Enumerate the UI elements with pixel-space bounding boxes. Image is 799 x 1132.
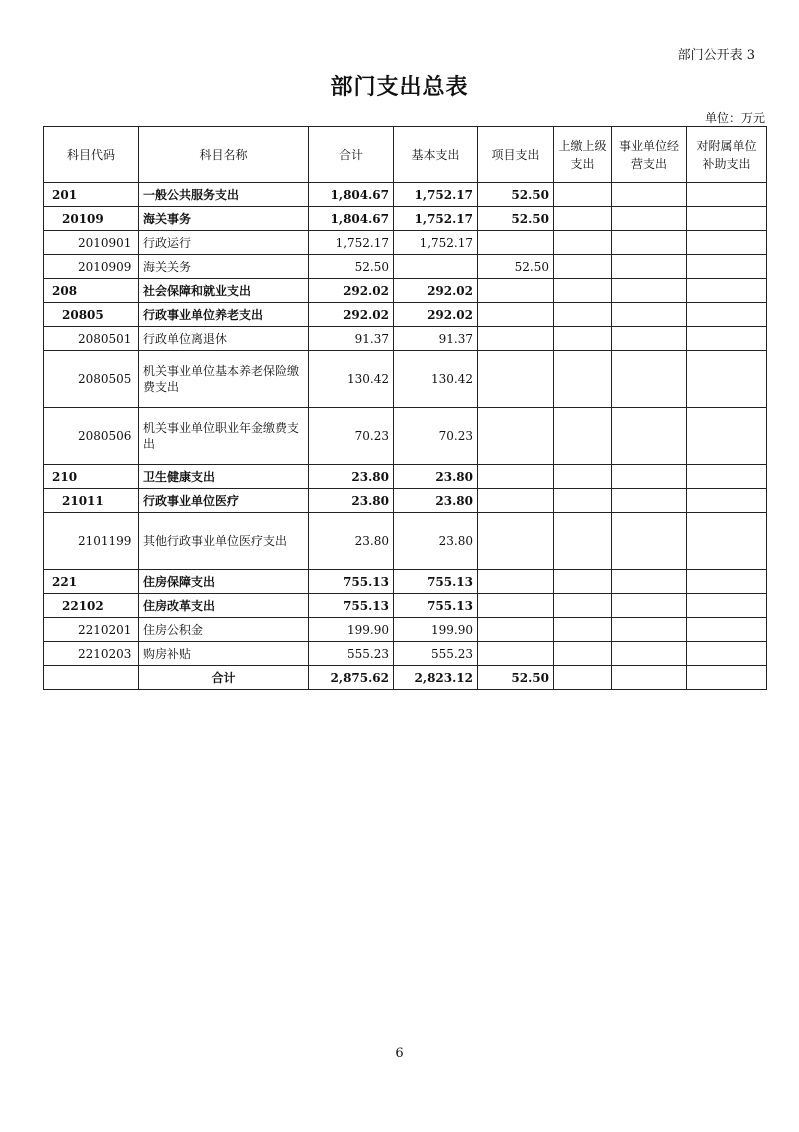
- total-cell: 555.23: [309, 642, 394, 666]
- upper-level-cell: [554, 618, 612, 642]
- basic-expenditure-cell: 292.02: [394, 279, 478, 303]
- total-cell: 1,804.67: [309, 183, 394, 207]
- grand-project-cell: 52.50: [478, 666, 554, 690]
- subsidiary-subsidy-cell: [687, 327, 767, 351]
- subsidiary-subsidy-cell: [687, 408, 767, 465]
- subject-code-cell: 2080505: [44, 351, 139, 408]
- table-row: [44, 303, 767, 327]
- subject-code-cell: 208: [44, 279, 139, 303]
- business-operation-cell: [612, 594, 687, 618]
- business-operation-cell: [612, 327, 687, 351]
- business-operation-cell: [612, 408, 687, 465]
- subsidiary-subsidy-cell: [687, 231, 767, 255]
- business-operation-cell: [612, 255, 687, 279]
- business-operation-cell: [612, 618, 687, 642]
- business-operation-cell: [612, 207, 687, 231]
- project-expenditure-cell: [478, 351, 554, 408]
- basic-expenditure-cell: 23.80: [394, 489, 478, 513]
- upper-level-cell: [554, 255, 612, 279]
- subject-code-cell: 210: [44, 465, 139, 489]
- upper-level-cell: [554, 408, 612, 465]
- total-cell: 23.80: [309, 489, 394, 513]
- business-operation-cell: [612, 465, 687, 489]
- header-cell: 上缴上级支出: [554, 127, 612, 183]
- subsidiary-subsidy-cell: [687, 303, 767, 327]
- business-operation-cell: [612, 570, 687, 594]
- total-row: [44, 666, 767, 690]
- basic-expenditure-cell: 292.02: [394, 303, 478, 327]
- upper-level-cell: [554, 594, 612, 618]
- subject-name-cell: 住房改革支出: [139, 594, 309, 618]
- subsidiary-subsidy-cell: [687, 183, 767, 207]
- business-operation-cell: [612, 183, 687, 207]
- project-expenditure-cell: [478, 618, 554, 642]
- table-row: [44, 642, 767, 666]
- project-expenditure-cell: [478, 327, 554, 351]
- table-header-row: [44, 127, 767, 183]
- table-row: [44, 351, 767, 408]
- table-row: [44, 489, 767, 513]
- subsidiary-subsidy-cell: [687, 207, 767, 231]
- table-body: [44, 183, 767, 690]
- table-row: [44, 279, 767, 303]
- basic-expenditure-cell: 1,752.17: [394, 183, 478, 207]
- business-operation-cell: [612, 231, 687, 255]
- form-number: 部门公开表 3: [677, 48, 755, 63]
- basic-expenditure-cell: 555.23: [394, 642, 478, 666]
- subject-name-cell: 行政事业单位医疗: [139, 489, 309, 513]
- grand-basic-cell: 2,823.12: [394, 666, 478, 690]
- subject-name-cell: 机关事业单位基本养老保险缴费支出: [139, 351, 309, 408]
- subject-name-cell: 机关事业单位职业年金缴费支出: [139, 408, 309, 465]
- subsidiary-subsidy-cell: [687, 279, 767, 303]
- project-expenditure-cell: [478, 408, 554, 465]
- upper-level-cell: [554, 465, 612, 489]
- subject-name-cell: 海关事务: [139, 207, 309, 231]
- subject-code-cell: 20109: [44, 207, 139, 231]
- subject-code-cell: 2080501: [44, 327, 139, 351]
- header-cell: 科目名称: [139, 127, 309, 183]
- total-cell: 292.02: [309, 279, 394, 303]
- grand-total-cell: 2,875.62: [309, 666, 394, 690]
- total-row-label: 合计: [139, 666, 309, 690]
- basic-expenditure-cell: [394, 255, 478, 279]
- grand-subsidiary-subsidy-cell: [687, 666, 767, 690]
- total-cell: 755.13: [309, 594, 394, 618]
- basic-expenditure-cell: 755.13: [394, 594, 478, 618]
- subsidiary-subsidy-cell: [687, 570, 767, 594]
- subject-name-cell: 海关关务: [139, 255, 309, 279]
- table-row: [44, 570, 767, 594]
- subsidiary-subsidy-cell: [687, 255, 767, 279]
- subject-code-cell: 2010909: [44, 255, 139, 279]
- basic-expenditure-cell: 755.13: [394, 570, 478, 594]
- upper-level-cell: [554, 570, 612, 594]
- table-row: [44, 231, 767, 255]
- expenditure-table: [43, 126, 767, 690]
- project-expenditure-cell: [478, 489, 554, 513]
- header-cell: 对附属单位补助支出: [687, 127, 767, 183]
- header-cell: 合计: [309, 127, 394, 183]
- total-row-code-cell: [44, 666, 139, 690]
- basic-expenditure-cell: 199.90: [394, 618, 478, 642]
- subject-code-cell: 22102: [44, 594, 139, 618]
- subject-name-cell: 购房补贴: [139, 642, 309, 666]
- subject-name-cell: 其他行政事业单位医疗支出: [139, 513, 309, 570]
- project-expenditure-cell: 52.50: [478, 183, 554, 207]
- grand-business-operation-cell: [612, 666, 687, 690]
- subject-code-cell: 2080506: [44, 408, 139, 465]
- total-cell: 755.13: [309, 570, 394, 594]
- upper-level-cell: [554, 207, 612, 231]
- total-cell: 91.37: [309, 327, 394, 351]
- upper-level-cell: [554, 303, 612, 327]
- total-cell: 70.23: [309, 408, 394, 465]
- grand-upper-level-cell: [554, 666, 612, 690]
- basic-expenditure-cell: 130.42: [394, 351, 478, 408]
- subsidiary-subsidy-cell: [687, 465, 767, 489]
- project-expenditure-cell: [478, 465, 554, 489]
- header-cell: 事业单位经营支出: [612, 127, 687, 183]
- upper-level-cell: [554, 489, 612, 513]
- header-cell: 项目支出: [478, 127, 554, 183]
- total-cell: 23.80: [309, 513, 394, 570]
- total-cell: 199.90: [309, 618, 394, 642]
- page-number: 6: [395, 1046, 404, 1061]
- table-row: [44, 255, 767, 279]
- subject-name-cell: 住房公积金: [139, 618, 309, 642]
- subject-name-cell: 住房保障支出: [139, 570, 309, 594]
- subject-name-cell: 行政单位离退休: [139, 327, 309, 351]
- basic-expenditure-cell: 23.80: [394, 465, 478, 489]
- subject-code-cell: 2101199: [44, 513, 139, 570]
- subject-name-cell: 一般公共服务支出: [139, 183, 309, 207]
- subject-code-cell: 2210203: [44, 642, 139, 666]
- project-expenditure-cell: [478, 513, 554, 570]
- table-row: [44, 183, 767, 207]
- table-row: [44, 408, 767, 465]
- subsidiary-subsidy-cell: [687, 642, 767, 666]
- project-expenditure-cell: 52.50: [478, 255, 554, 279]
- total-cell: 23.80: [309, 465, 394, 489]
- project-expenditure-cell: [478, 231, 554, 255]
- subject-code-cell: 21011: [44, 489, 139, 513]
- project-expenditure-cell: 52.50: [478, 207, 554, 231]
- basic-expenditure-cell: 1,752.17: [394, 207, 478, 231]
- business-operation-cell: [612, 351, 687, 408]
- total-cell: 292.02: [309, 303, 394, 327]
- subject-name-cell: 行政运行: [139, 231, 309, 255]
- business-operation-cell: [612, 513, 687, 570]
- table-row: [44, 327, 767, 351]
- upper-level-cell: [554, 183, 612, 207]
- business-operation-cell: [612, 642, 687, 666]
- subject-code-cell: 221: [44, 570, 139, 594]
- table-row: [44, 465, 767, 489]
- subject-name-cell: 社会保障和就业支出: [139, 279, 309, 303]
- subsidiary-subsidy-cell: [687, 351, 767, 408]
- total-cell: 1,804.67: [309, 207, 394, 231]
- page-title: 部门支出总表: [330, 74, 469, 100]
- subsidiary-subsidy-cell: [687, 513, 767, 570]
- project-expenditure-cell: [478, 279, 554, 303]
- basic-expenditure-cell: 1,752.17: [394, 231, 478, 255]
- unit-label: 单位：万元: [704, 111, 765, 125]
- subject-name-cell: 行政事业单位养老支出: [139, 303, 309, 327]
- project-expenditure-cell: [478, 594, 554, 618]
- table-row: [44, 513, 767, 570]
- total-cell: 52.50: [309, 255, 394, 279]
- table-row: [44, 207, 767, 231]
- header-cell: 基本支出: [394, 127, 478, 183]
- subsidiary-subsidy-cell: [687, 594, 767, 618]
- project-expenditure-cell: [478, 303, 554, 327]
- project-expenditure-cell: [478, 570, 554, 594]
- basic-expenditure-cell: 23.80: [394, 513, 478, 570]
- business-operation-cell: [612, 303, 687, 327]
- basic-expenditure-cell: 70.23: [394, 408, 478, 465]
- business-operation-cell: [612, 489, 687, 513]
- upper-level-cell: [554, 513, 612, 570]
- upper-level-cell: [554, 327, 612, 351]
- upper-level-cell: [554, 642, 612, 666]
- subsidiary-subsidy-cell: [687, 489, 767, 513]
- subject-code-cell: 2010901: [44, 231, 139, 255]
- subject-code-cell: 201: [44, 183, 139, 207]
- upper-level-cell: [554, 351, 612, 408]
- table-row: [44, 618, 767, 642]
- header-cell: 科目代码: [44, 127, 139, 183]
- project-expenditure-cell: [478, 642, 554, 666]
- subject-code-cell: 20805: [44, 303, 139, 327]
- business-operation-cell: [612, 279, 687, 303]
- total-cell: 130.42: [309, 351, 394, 408]
- upper-level-cell: [554, 279, 612, 303]
- subsidiary-subsidy-cell: [687, 618, 767, 642]
- total-cell: 1,752.17: [309, 231, 394, 255]
- basic-expenditure-cell: 91.37: [394, 327, 478, 351]
- upper-level-cell: [554, 231, 612, 255]
- table-row: [44, 594, 767, 618]
- subject-code-cell: 2210201: [44, 618, 139, 642]
- subject-name-cell: 卫生健康支出: [139, 465, 309, 489]
